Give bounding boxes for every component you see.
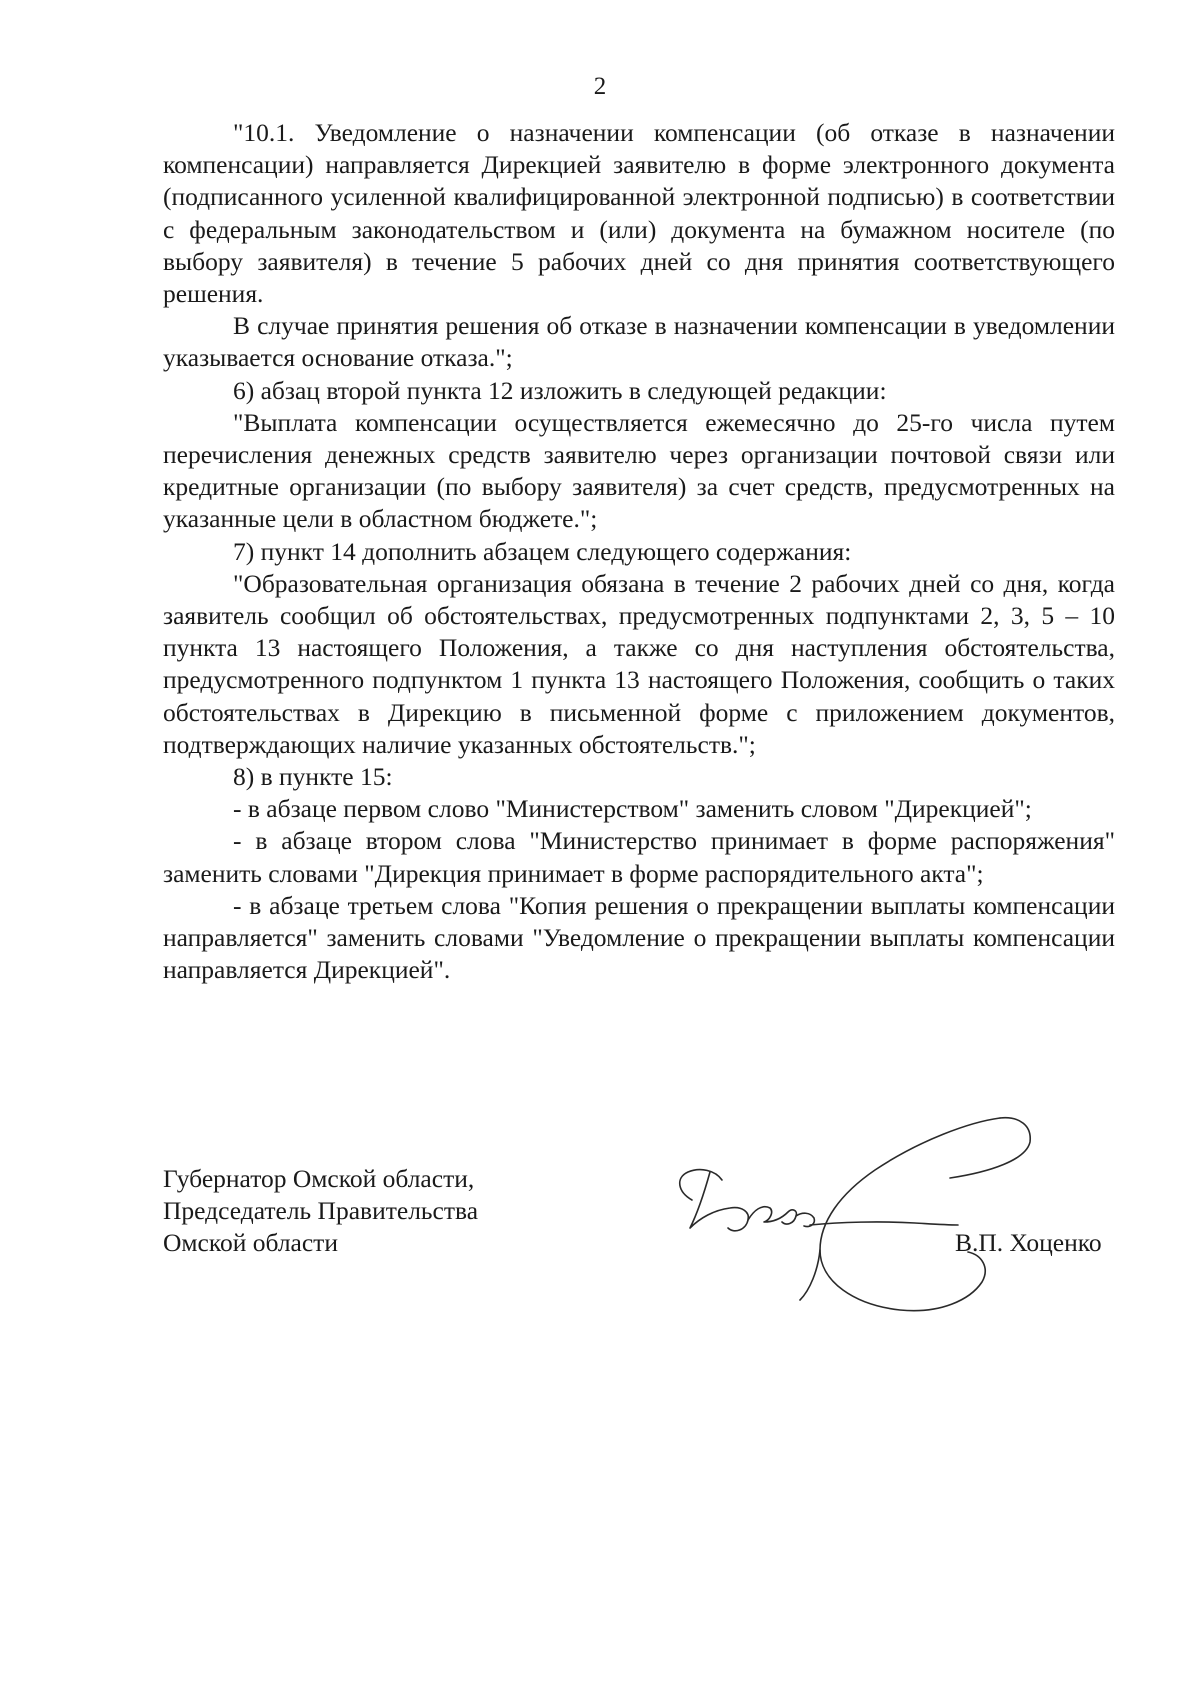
page-number: 2 [593, 73, 607, 100]
handwritten-signature [670, 1100, 1110, 1330]
paragraph-item-8: 8) в пункте 15: [233, 762, 393, 792]
paragraph-item-7: 7) пункт 14 дополнить абзацем следующего содержания: [233, 536, 852, 566]
paragraph-third-abzac: - в абзаце третьем слова "Копия решения о прекращении выплаты компенсации направляется" заменить словами "Уведомление о прекращении выплаты компенсации направляется Дирекцией". [163, 890, 1115, 985]
paragraph-item-6: 6) абзац второй пункта 12 изложить в следующей редакции: [233, 375, 887, 405]
signatory-position-line: Председатель Правительства [163, 1196, 479, 1226]
signatory-position-line: Омской области [163, 1228, 338, 1258]
paragraph-10-1: "10.1. Уведомление о назначении компенсации (об отказе в назначении компенсации) направляется Дирекцией заявителю в форме электронного документа (подписанного усиленной квалифицированной электронной подписью) в соответствии с федеральным законодательством и (или) документа на бумажном носителе (по выбору заявителя) в течение 5 рабочих дней со дня принятия соответствующего решения. [163, 118, 1115, 309]
paragraph-first-abzac: - в абзаце первом слово "Министерством" заменить словом "Дирекцией"; [233, 794, 1032, 824]
signatory-position-line: Губернатор Омской области, [163, 1164, 475, 1193]
signatory-name: В.П. Хоценко [955, 1228, 1102, 1257]
paragraph-refusal-case: В случае принятия решения об отказе в назначении компенсации в уведомлении указывается основание отказа."; [163, 311, 1115, 373]
paragraph-second-abzac: - в абзаце втором слова "Министерство принимает в форме распоряжения" заменить словами "Дирекция принимает в форме распорядительного акта"; [163, 826, 1115, 888]
paragraph-obligation: "Образовательная организация обязана в течение 2 рабочих дней со дня, когда заявитель сообщил об обстоятельствах, предусмотренных подпунктами 2, 3, 5 – 10 пункта 13 настоящего Положения, а также со дня наступления обстоятельства, предусмотренного подпунктом 1 пункта 13 настоящего Положения, сообщить о таких обстоятельствах в Дирекцию в письменной форме с приложением документов, подтверждающих наличие указанных обстоятельств."; [163, 568, 1115, 759]
signatory-position [163, 1163, 583, 1260]
document-body [163, 117, 1115, 986]
paragraph-payment: "Выплата компенсации осуществляется ежемесячно до 25-го числа путем перечисления денежных средств заявителю через организации почтовой связи или кредитные организации (по выбору заявителя) за счет средств, предусмотренных на указанные цели в областном бюджете."; [163, 407, 1115, 534]
